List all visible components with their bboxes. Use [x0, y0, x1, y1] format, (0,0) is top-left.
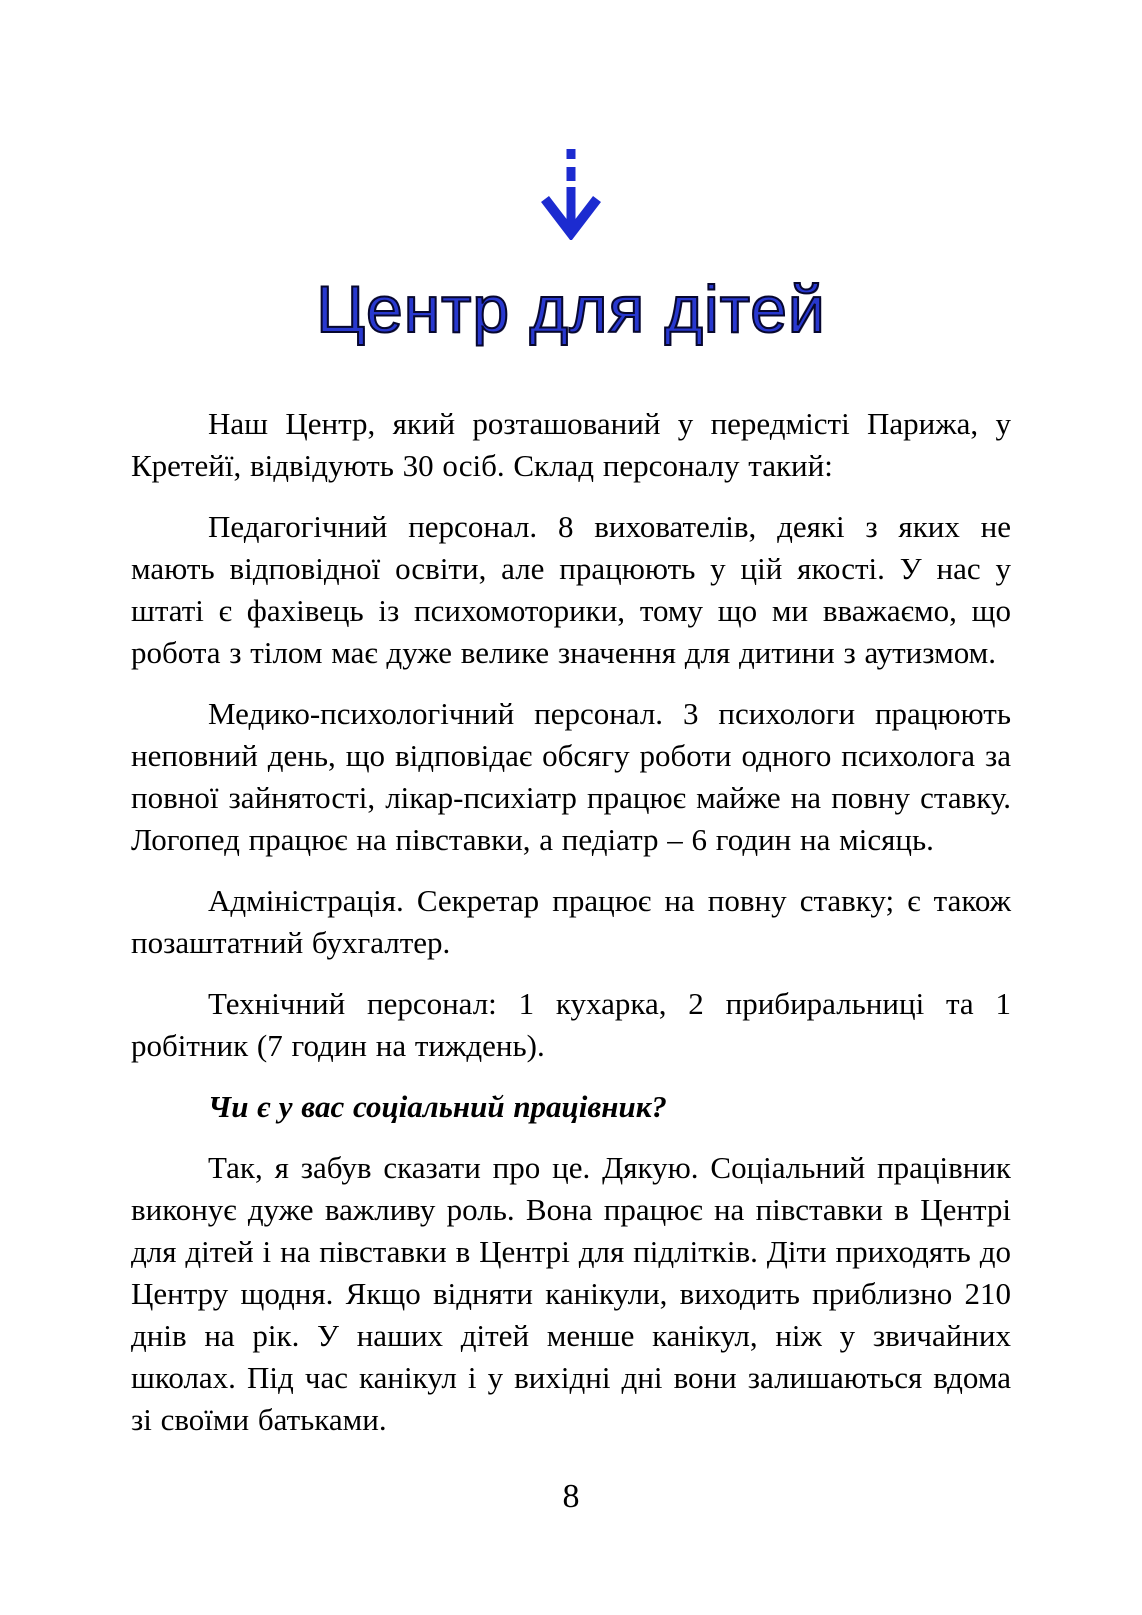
paragraph: Технічний персонал: 1 кухарка, 2 прибиральниці та 1 робітник (7 годин на тиждень).	[131, 986, 1011, 1063]
body-text	[131, 403, 1011, 1441]
paragraph: Педагогічний персонал. 8 вихователів, деякі з яких не мають відповідної освіти, але працюють у цій якості. У нас у штаті є фахівець із психомоторики, тому що ми вважаємо, що робота з тілом має дуже велике значення для дитини з аутизмом.	[131, 509, 1011, 670]
paragraph: Адміністрація. Секретар працює на повну ставку; є також позаштатний бухгалтер.	[131, 883, 1011, 960]
paragraph: Так, я забув сказати про це. Дякую. Соціальний працівник виконує дуже важливу роль. Вона працює на півставки в Центрі для дітей і на півставки в Центрі для підлітків. Діти приходять до Центру щодня. Якщо відняти канікули, виходить приблизно 210 днів на рік. У наших дітей менше канікул, ніж у звичайних школах. Під час канікул і у вихідні дні вони залишаються вдома зі своїми батьками.	[131, 1150, 1011, 1437]
page-title: Центр для дітей	[316, 272, 826, 346]
arrow-marker	[0, 148, 1142, 245]
paragraph: Медико-психологічний персонал. 3 психологи працюють неповний день, що відповідає обсягу роботи одного психолога за повної зайнятості, лікар-психіатр працює майже на повну ставку. Логопед працює на півставки, а педіатр – 6 годин на місяць.	[131, 696, 1011, 857]
down-arrow-icon	[538, 148, 604, 240]
paragraph: Наш Центр, який розташований у передмісті Парижа, у Кретейї, відвідують 30 осіб. Склад персоналу такий:	[131, 406, 1011, 483]
question-paragraph: Чи є у вас соціальний працівник?	[208, 1089, 667, 1124]
page-number: 8	[562, 1478, 580, 1515]
